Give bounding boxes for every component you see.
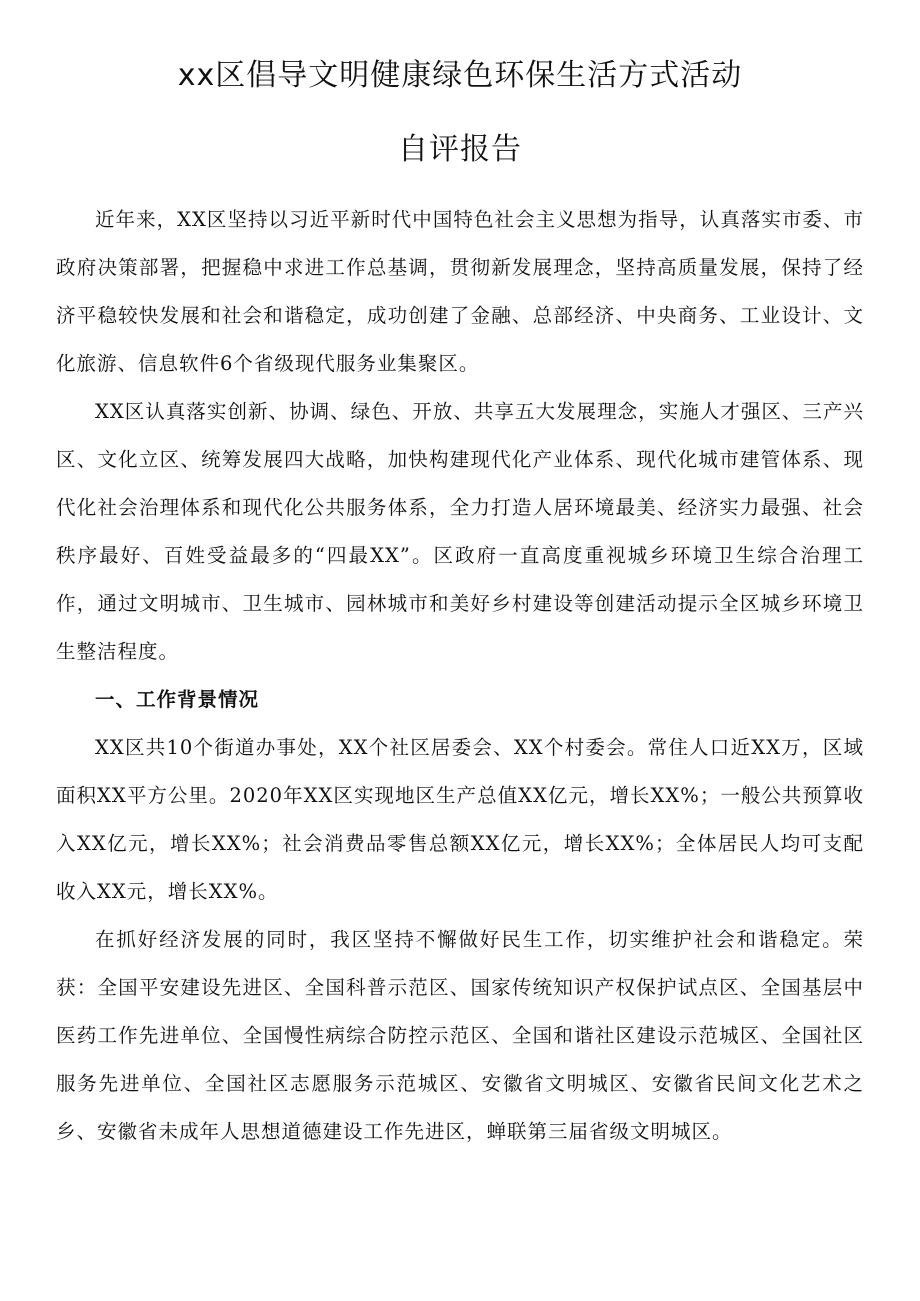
intro-paragraph-2: XX区认真落实创新、协调、绿色、开放、共享五大发展理念，实施人才强区、三产兴区、文化立区、统筹发展四大战略，加快构建现代化产业体系、现代化城市建管体系、现代化社会治理体系和现代化公共服务体系，全力打造人居环境最美、经济实力最强、社会秩序最好、百姓受益最多的“四最XX”。区政府一直高度重视城乡环境卫生综合治理工作，通过文明城市、卫生城市、园林城市和美好乡村建设等创建活动提示全区城乡环境卫生整洁程度。 — [56, 400, 865, 663]
background-paragraph-1: XX区共10个街道办事处，XX个社区居委会、XX个村委会。常住人口近XX万，区域面积XX平方公里。2020年XX区实现地区生产总值XX亿元，增长XX%；一般公共预算收入XX亿元，增长XX%；社会消费品零售总额XX亿元，增长XX%；全体居民人均可支配收入XX元，增长XX%。 — [56, 736, 864, 903]
document-title-line2: 自评报告 — [398, 132, 522, 167]
intro-paragraph-1: 近年来，XX区坚持以习近平新时代中国特色社会主义思想为指导，认真落实市委、市政府决策部署，把握稳中求进工作总基调，贯彻新发展理念，坚持高质量发展，保持了经济平稳较快发展和社会和谐稳定，成功创建了金融、总部经济、中央商务、工业设计、文化旅游、信息软件6个省级现代服务业集聚区。 — [56, 208, 864, 375]
document-title-line1: xx区倡导文明健康绿色环保生活方式活动 — [177, 58, 743, 93]
document-body — [56, 196, 864, 1156]
section-heading-background: 一、工作背景情况 — [95, 688, 260, 711]
background-paragraph-2: 在抓好经济发展的同时，我区坚持不懈做好民生工作，切实维护社会和谐稳定。荣获：全国平安建设先进区、全国科普示范区、国家传统知识产权保护试点区、全国基层中医药工作先进单位、全国慢性病综合防控示范区、全国和谐社区建设示范城区、全国社区服务先进单位、全国社区志愿服务示范城区、安徽省文明城区、安徽省民间文化艺术之乡、安徽省未成年人思想道德建设工作先进区，蝉联第三届省级文明城区。 — [56, 928, 864, 1143]
